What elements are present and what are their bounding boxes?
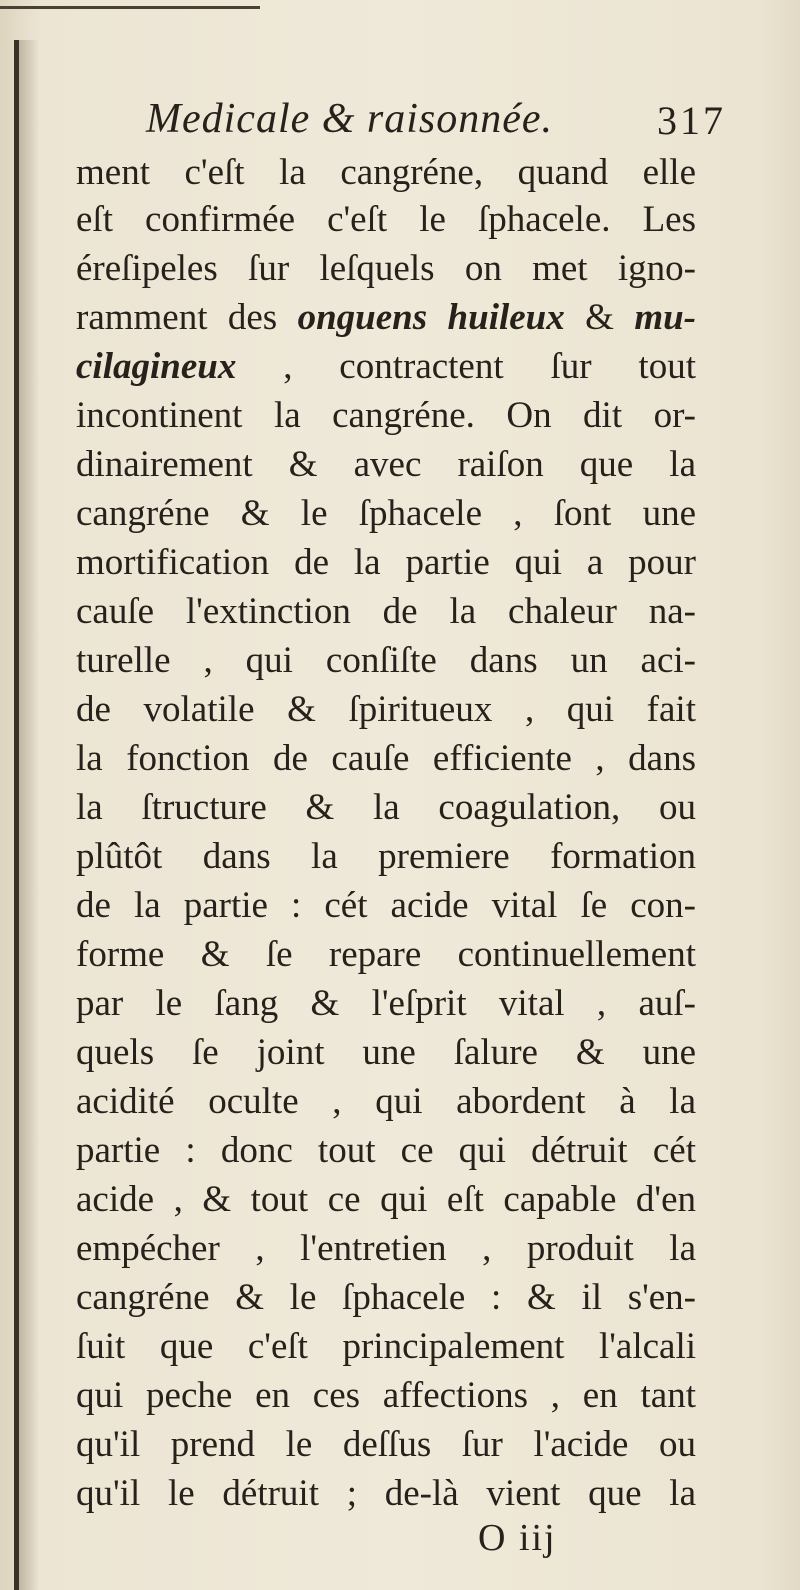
- text-line: plûtôt dans la premiere formation: [76, 836, 696, 877]
- text-line: qui peche en ces affections , en tant: [76, 1375, 696, 1416]
- text-line: turelle , qui conſiſte dans un aci-: [76, 640, 696, 681]
- gutter-shadow: [19, 40, 39, 1590]
- text-line: cangréne & le ſphacele : & il s'en-: [76, 1277, 696, 1318]
- text-line: qu'il prend le deſſus ſur l'acide ou: [76, 1424, 696, 1465]
- text-line: mortification de la partie qui a pour: [76, 542, 696, 583]
- text-line: [76, 342, 696, 392]
- text-line: ſuit que c'eſt principalement l'alcali: [76, 1326, 696, 1367]
- text-line: empécher , l'entretien , produit la: [76, 1228, 696, 1269]
- text-line: quels ſe joint une ſalure & une: [76, 1032, 696, 1073]
- text-line: de volatile & ſpiritueux , qui fait: [76, 689, 696, 730]
- text-line: eſt confirmée c'eſt le ſphacele. Les: [76, 199, 696, 240]
- text-line: par le ſang & l'eſprit vital , auſ-: [76, 983, 696, 1024]
- text-span: &: [564, 297, 635, 338]
- text-line: partie : donc tout ce qui détruit cét: [76, 1130, 696, 1171]
- text-line: éreſipeles ſur leſquels on met igno-: [76, 248, 696, 289]
- signature-mark: O iij: [478, 1517, 557, 1559]
- running-title: Medicale & raisonnée.: [146, 96, 554, 142]
- page-number: 317: [657, 98, 726, 143]
- italic-term: mu-: [634, 297, 697, 338]
- page-header: [146, 95, 726, 155]
- text-line: qu'il le détruit ; de-là vient que la: [76, 1473, 696, 1514]
- italic-term: onguens huileux: [297, 297, 565, 338]
- text-line: la fonction de cauſe efficiente , dans: [76, 738, 696, 779]
- text-line: acide , & tout ce qui eſt capable d'en: [76, 1179, 696, 1220]
- text-line: acidité oculte , qui abordent à la: [76, 1081, 696, 1122]
- text-line: la ſtructure & la coagulation, ou: [76, 787, 696, 828]
- text-line: cauſe l'extinction de la chaleur na-: [76, 591, 696, 632]
- text-line: [76, 293, 696, 343]
- text-span: ramment des: [76, 297, 298, 338]
- text-line: ment c'eſt la cangréne, quand elle: [76, 152, 696, 193]
- text-line: forme & ſe repare continuellement: [76, 934, 696, 975]
- text-line: de la partie : cét acide vital ſe con-: [76, 885, 696, 926]
- text-line: dinairement & avec raiſon que la: [76, 444, 696, 485]
- text-line: incontinent la cangréne. On dit or-: [76, 395, 696, 436]
- text-span: , contractent ſur tout: [236, 346, 696, 387]
- binding-top-edge: [0, 6, 260, 9]
- italic-term: cilagineux: [76, 346, 237, 387]
- text-line: cangréne & le ſphacele , ſont une: [76, 493, 696, 534]
